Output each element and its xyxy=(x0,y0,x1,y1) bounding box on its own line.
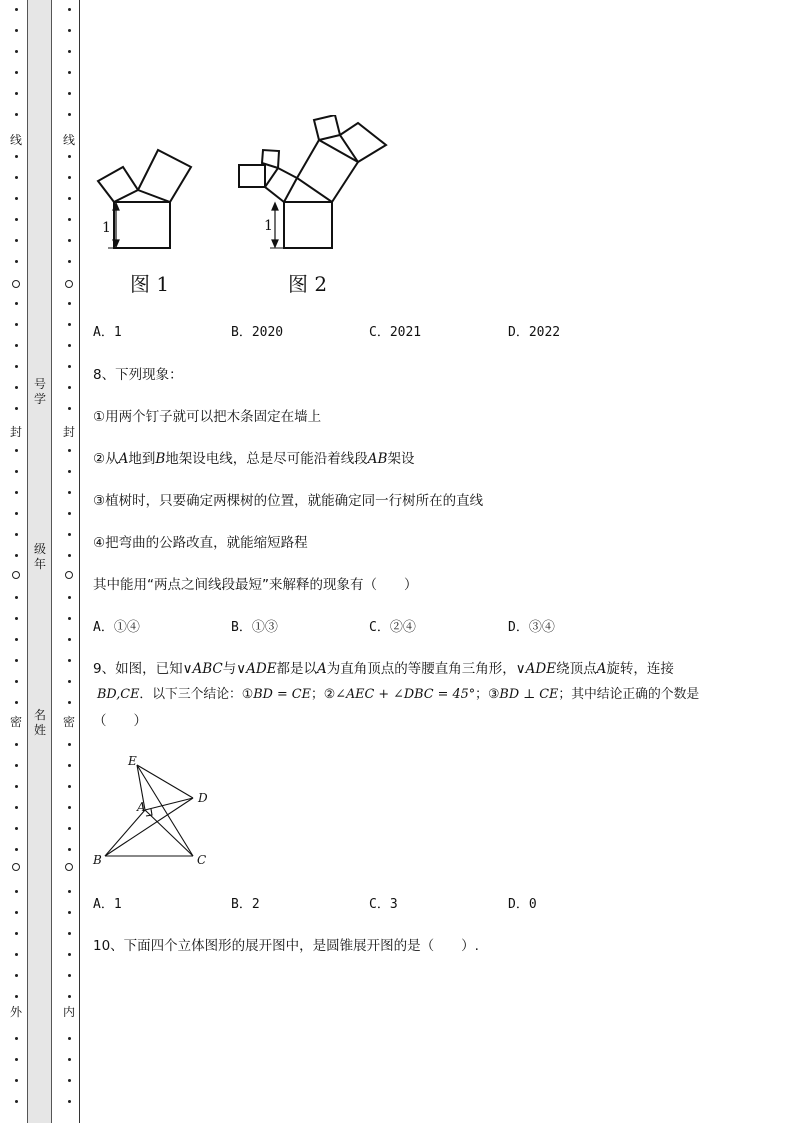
fig2-caption: 图 2 xyxy=(288,272,328,296)
gutter-dot xyxy=(68,218,71,221)
inner-circle xyxy=(65,571,73,579)
gutter-dot xyxy=(15,911,18,914)
q9-stem-line2 xyxy=(97,686,699,704)
outer-circle xyxy=(12,280,20,288)
gutter-dot xyxy=(68,29,71,32)
gutter-dot xyxy=(68,386,71,389)
gutter-dot xyxy=(15,92,18,95)
inner-circle xyxy=(65,863,73,871)
gutter-dot xyxy=(15,953,18,956)
gutter-dot xyxy=(15,764,18,767)
q9-text: 旋转，连接 xyxy=(606,661,674,677)
gutter-dot xyxy=(15,785,18,788)
q9-text: ；③ xyxy=(475,687,500,702)
gutter-dot xyxy=(15,323,18,326)
outer-mark-feng: 封 xyxy=(9,425,22,439)
gutter-dot xyxy=(15,239,18,242)
gutter-dot xyxy=(68,974,71,977)
q9-text: ．以下三个结论：① xyxy=(139,687,254,702)
conclusion-1: BD = CE xyxy=(253,687,311,702)
point-a: A xyxy=(118,451,129,467)
gutter-dot xyxy=(15,365,18,368)
gutter-dot xyxy=(68,1037,71,1040)
inner-mark-nei: 内 xyxy=(62,1005,75,1019)
gutter-dot xyxy=(68,512,71,515)
q9-option-b[interactable]: B．2 xyxy=(231,897,260,912)
gutter-dot xyxy=(68,71,71,74)
gutter-dot xyxy=(68,764,71,767)
point-a: A xyxy=(596,661,607,677)
gutter-dot xyxy=(15,995,18,998)
q7-option-d[interactable]: D．2022 xyxy=(508,325,561,340)
gutter-dot xyxy=(68,953,71,956)
q7-option-a[interactable]: A．1 xyxy=(93,325,122,340)
gutter-dot xyxy=(68,197,71,200)
fig-label-d: D xyxy=(198,791,208,805)
gutter-dot xyxy=(68,806,71,809)
gutter-dot xyxy=(15,155,18,158)
q9-option-c[interactable]: C．3 xyxy=(369,897,398,912)
gutter-dot xyxy=(68,596,71,599)
q9-text: 绕顶点 xyxy=(556,661,597,677)
inner-circle xyxy=(65,280,73,288)
point-a: A xyxy=(317,661,327,677)
gutter-dot xyxy=(68,176,71,179)
gutter-dot xyxy=(15,176,18,179)
gutter-dot xyxy=(15,1100,18,1103)
gutter-dot xyxy=(15,848,18,851)
gutter-dot xyxy=(15,1079,18,1082)
gutter-dot xyxy=(15,680,18,683)
triangle-ade: ∨ADE xyxy=(236,661,277,677)
conclusion-2: ∠AEC + ∠DBC = 45° xyxy=(335,687,476,702)
q8-option-d[interactable]: D．③④ xyxy=(508,620,555,635)
q8-item-2 xyxy=(93,450,414,468)
outer-circle xyxy=(12,863,20,871)
q8-item2-text: 地架设电线，总是尽可能沿着线段 xyxy=(165,451,368,467)
q8-stem: 8、下列现象： xyxy=(93,367,183,383)
gutter-dot xyxy=(68,302,71,305)
q9-text: ；其中结论正确的个数是 xyxy=(558,687,700,702)
gutter-dot xyxy=(68,890,71,893)
fig1-caption: 图 1 xyxy=(130,272,170,296)
gutter-dot xyxy=(68,323,71,326)
gutter-dot xyxy=(15,890,18,893)
conclusion-3: BD ⊥ CE xyxy=(499,687,559,702)
gutter-dot xyxy=(68,470,71,473)
q9-text: 为直角顶点的等腰直角三角形， xyxy=(326,661,516,677)
q8-item-3: ③植树时，只要确定两棵树的位置，就能确定同一行树所在的直线 xyxy=(93,493,484,509)
fig-label-c: C xyxy=(197,853,207,867)
gutter-dot xyxy=(15,701,18,704)
student-id-field: 号学 xyxy=(33,377,46,406)
inner-mark-mi: 密 xyxy=(62,715,75,729)
gutter-dot xyxy=(68,995,71,998)
gutter-dot xyxy=(15,806,18,809)
pythagoras-tree-figures xyxy=(90,115,400,255)
q9-text: 与 xyxy=(222,661,237,677)
gutter-dot xyxy=(68,743,71,746)
gutter-dot xyxy=(68,848,71,851)
q9-option-d[interactable]: D．0 xyxy=(508,897,537,912)
gutter-dot xyxy=(68,365,71,368)
gutter-dot xyxy=(68,932,71,935)
point-b: B xyxy=(155,451,166,467)
gutter-dot xyxy=(68,638,71,641)
q10-stem: 10、下面四个立体图形的展开图中，是圆锥展开图的是（ ）. xyxy=(93,938,479,954)
gutter-dot xyxy=(68,491,71,494)
gutter-dot xyxy=(15,302,18,305)
gutter-dot xyxy=(15,260,18,263)
gutter-dot xyxy=(68,827,71,830)
gutter-dot xyxy=(15,512,18,515)
gutter-dot xyxy=(15,449,18,452)
gutter-dot xyxy=(68,50,71,53)
gutter-dot xyxy=(68,239,71,242)
inner-mark-xian: 线 xyxy=(62,133,75,147)
gutter-dot xyxy=(15,470,18,473)
q8-ask: 其中能用“两点之间线段最短”来解释的现象有（ ） xyxy=(93,577,418,593)
gutter-dot xyxy=(68,785,71,788)
grade-field: 级年 xyxy=(33,542,46,571)
gutter-dot xyxy=(15,596,18,599)
gutter-dot xyxy=(15,1037,18,1040)
outer-mark-mi: 密 xyxy=(9,715,22,729)
gutter-dot xyxy=(68,1058,71,1061)
gutter-dot xyxy=(68,92,71,95)
gutter-dot xyxy=(15,743,18,746)
gutter-dot xyxy=(68,533,71,536)
gutter-dot xyxy=(15,8,18,11)
triangle-abc: ∨ABC xyxy=(182,661,223,677)
gutter-dot xyxy=(15,617,18,620)
gutter-dot xyxy=(68,8,71,11)
gutter-dot xyxy=(15,533,18,536)
gutter-dot xyxy=(15,197,18,200)
gutter-dot xyxy=(68,659,71,662)
gutter-dot xyxy=(15,974,18,977)
gutter-dot xyxy=(15,113,18,116)
gutter-dot xyxy=(68,911,71,914)
q9-paren: （ ） xyxy=(93,713,147,729)
outer-mark-wai: 外 xyxy=(9,1005,22,1019)
name-field: 名姓 xyxy=(33,708,46,737)
gutter-dot xyxy=(15,386,18,389)
q8-item2-text: 地到 xyxy=(128,451,156,467)
outer-circle xyxy=(12,571,20,579)
q9-text: ；② xyxy=(310,687,336,702)
fig1-side-label: 1 xyxy=(102,220,111,236)
gutter-dot xyxy=(15,71,18,74)
gutter-dot xyxy=(15,1058,18,1061)
gutter-dot xyxy=(68,1100,71,1103)
gutter-dot xyxy=(15,407,18,410)
gutter-dot xyxy=(15,932,18,935)
fig-label-e: E xyxy=(128,754,137,768)
gutter-dot xyxy=(68,554,71,557)
segments-bd-ce: BD,CE xyxy=(97,687,140,702)
segment-ab: AB xyxy=(367,451,388,467)
gutter-inner-line xyxy=(79,0,80,1123)
gutter-dot xyxy=(15,827,18,830)
gutter-dot xyxy=(15,218,18,221)
fig2-side-label: 1 xyxy=(264,218,273,234)
gutter-dot xyxy=(68,407,71,410)
gutter-dot xyxy=(15,344,18,347)
q8-option-c[interactable]: C．②④ xyxy=(369,620,416,635)
triangle-ade: ∨ADE xyxy=(515,661,557,677)
q8-item-4: ④把弯曲的公路改直，就能缩短路程 xyxy=(93,535,308,551)
gutter-dot xyxy=(15,659,18,662)
gutter-dot xyxy=(68,449,71,452)
q8-option-b[interactable]: B．①③ xyxy=(231,620,278,635)
fig-label-b: B xyxy=(93,853,102,867)
gutter-dot xyxy=(15,491,18,494)
gutter-dot xyxy=(68,701,71,704)
q8-option-a[interactable]: A．①④ xyxy=(93,620,140,635)
gutter-dot xyxy=(15,554,18,557)
fig-label-a: A xyxy=(137,800,146,814)
gutter-dot xyxy=(68,260,71,263)
gutter-dot xyxy=(68,680,71,683)
q9-text: 9、如图，已知 xyxy=(93,661,183,677)
gutter-dot xyxy=(15,50,18,53)
q8-item2-text: ②从 xyxy=(93,451,119,467)
gutter-dot xyxy=(68,113,71,116)
gutter-dot xyxy=(68,155,71,158)
gutter-dot xyxy=(68,344,71,347)
q9-stem-line1 xyxy=(93,660,674,678)
gutter-dot xyxy=(68,617,71,620)
q9-text: 都是以 xyxy=(276,661,318,677)
gutter-dot xyxy=(15,638,18,641)
q9-option-a[interactable]: A．1 xyxy=(93,897,122,912)
q8-item2-text: 架设 xyxy=(387,451,415,467)
inner-mark-feng: 封 xyxy=(62,425,75,439)
q8-item-1: ①用两个钉子就可以把木条固定在墙上 xyxy=(93,409,322,425)
q7-option-b[interactable]: B．2020 xyxy=(231,325,284,340)
gutter-dot xyxy=(68,1079,71,1082)
q7-option-c[interactable]: C．2021 xyxy=(369,325,422,340)
gutter-dot xyxy=(15,29,18,32)
outer-mark-xian: 线 xyxy=(9,133,22,147)
